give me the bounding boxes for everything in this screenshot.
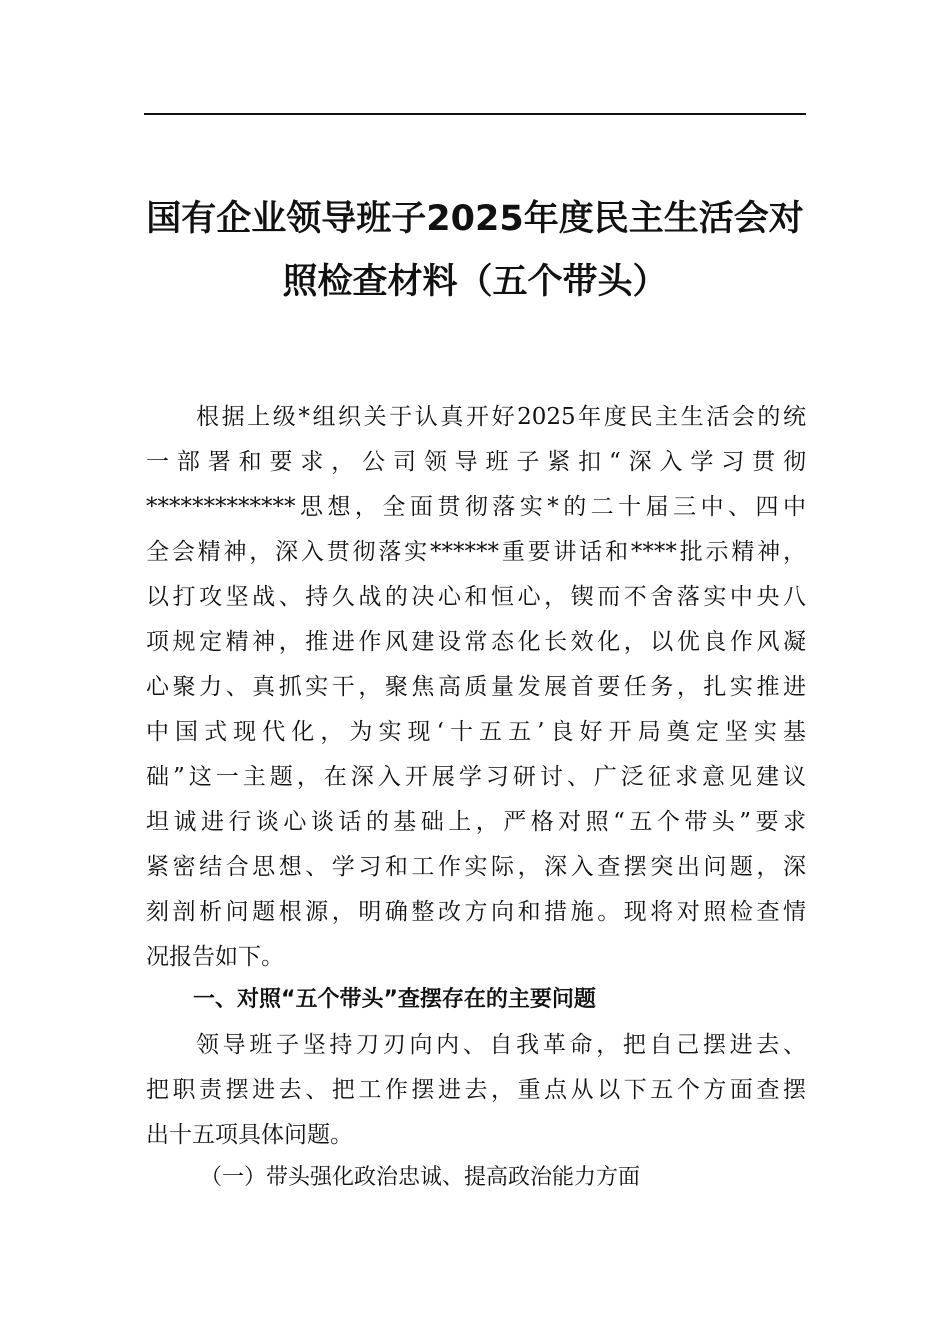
- intro-line: 根据上级*组织关于认真开好2025年度民主生活会的统: [196, 404, 806, 430]
- header-rule: [144, 113, 806, 115]
- intro-line: 以打攻坚战、持久战的决心和恒心，锲而不舍落实中央八: [146, 584, 806, 610]
- intro-line: 中国式现代化，为实现‘十五五’良好开局奠定坚实基: [146, 719, 806, 745]
- intro-line: 础”这一主题，在深入开展学习研讨、广泛征求意见建议: [146, 764, 806, 790]
- intro-line: 刻剖析问题根源，明确整改方向和措施。现将对照检查情: [146, 899, 806, 925]
- intro-line: 项规定精神，推进作风建设常态化长效化，以优良作风凝: [146, 629, 806, 655]
- section-1-heading: 一、对照“五个带头”查摆存在的主要问题: [193, 987, 596, 1012]
- intro-line: 坦诚进行谈心谈话的基础上，严格对照“五个带头”要求: [146, 809, 806, 835]
- intro-line: 全会精神，深入贯彻落实******重要讲话和****批示精神，: [146, 539, 806, 565]
- subsection-1-heading: （一）带头强化政治忠诚、提高政治能力方面: [200, 1165, 641, 1190]
- intro-line: 况报告如下。: [146, 944, 284, 970]
- intro-line: *************思想，全面贯彻落实*的二十届三中、四中: [146, 494, 806, 520]
- section-1-line: 领导班子坚持刀刃向内、自我革命，把自己摆进去、: [196, 1032, 806, 1058]
- intro-line: 一部署和要求，公司领导班子紧扣“深入学习贯彻: [146, 449, 806, 475]
- document-title-line-1: 国有企业领导班子2025年度民主生活会对: [146, 199, 804, 239]
- section-1-line: 把职责摆进去、把工作摆进去，重点从以下五个方面查摆: [146, 1077, 806, 1103]
- document-title-line-2: 照检查材料（五个带头）: [282, 262, 668, 302]
- intro-line: 紧密结合思想、学习和工作实际，深入查摆突出问题，深: [146, 854, 806, 880]
- intro-line: 心聚力、真抓实干，聚焦高质量发展首要任务，扎实推进: [146, 674, 806, 700]
- section-1-line: 出十五项具体问题。: [146, 1122, 353, 1148]
